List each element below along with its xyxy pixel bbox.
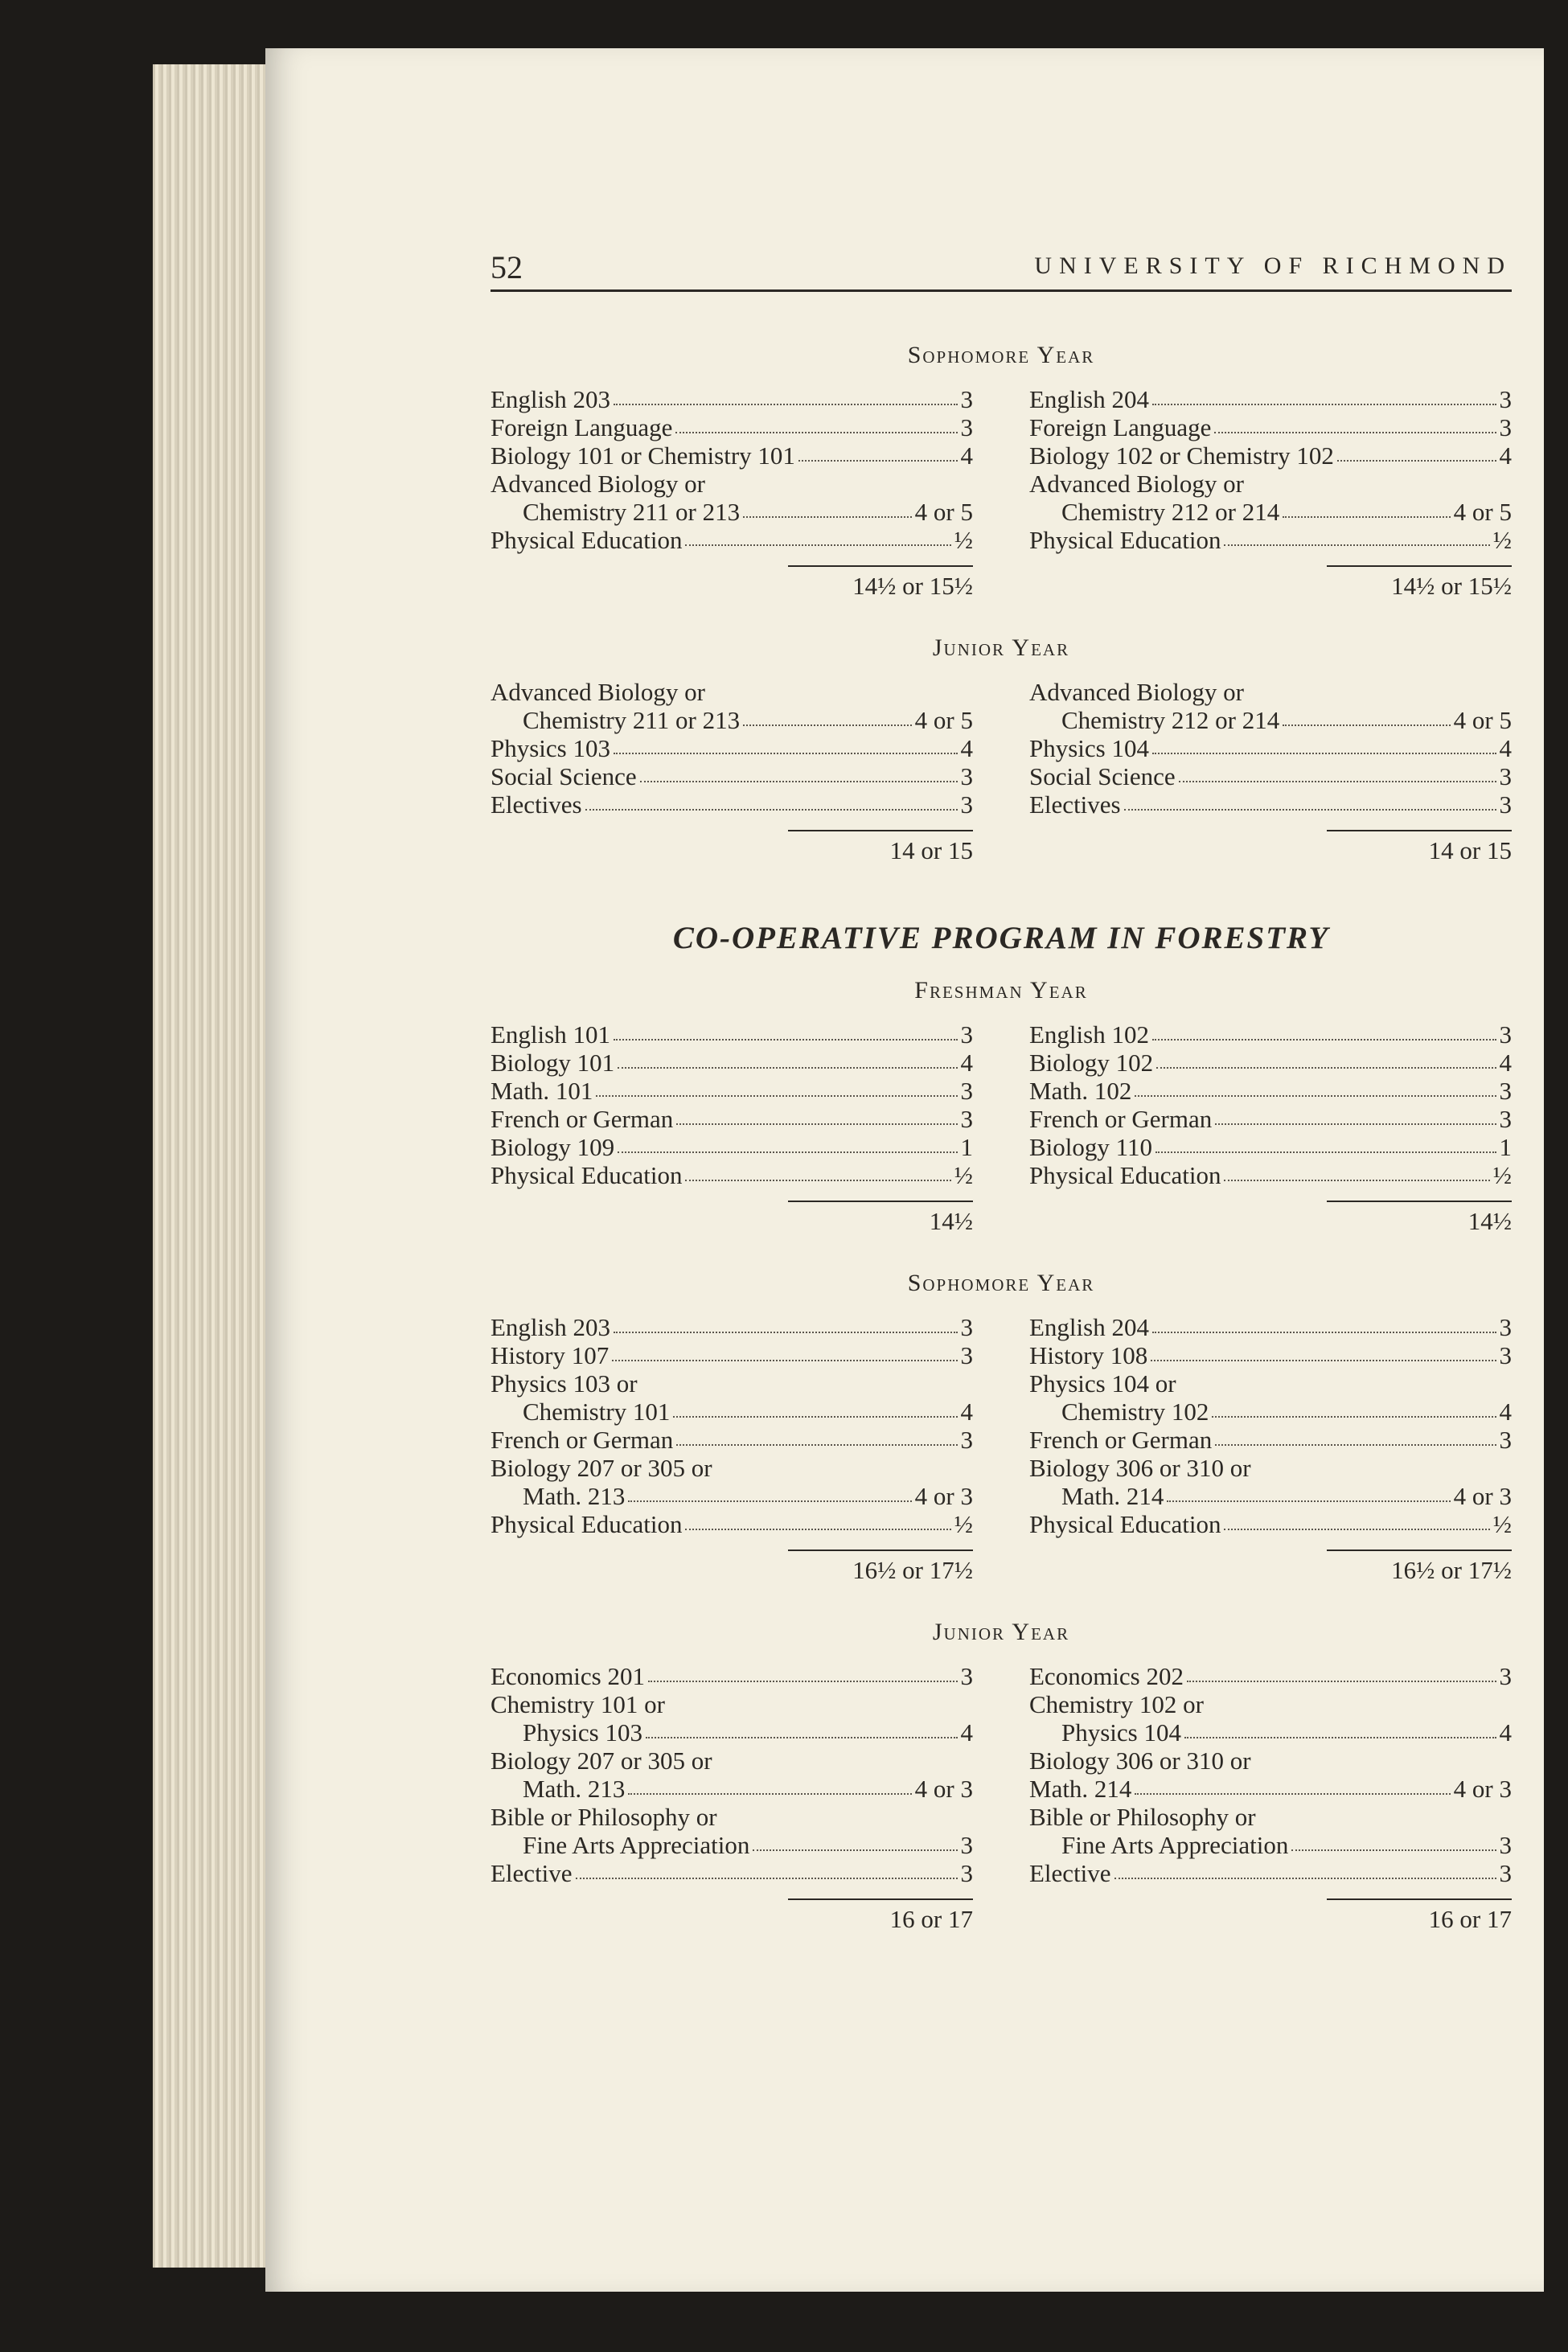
course-row [1029, 1341, 1512, 1369]
course-name: Biology 102 [1029, 1049, 1154, 1077]
course-row [1029, 385, 1512, 413]
course-row [491, 1133, 973, 1161]
course-name: French or German [1029, 1105, 1213, 1133]
dot-leader [1114, 1876, 1496, 1879]
course-row [1029, 1718, 1512, 1747]
dot-leader [675, 430, 957, 433]
course-row [491, 1454, 973, 1482]
dot-leader [618, 1065, 957, 1069]
course-row [1029, 706, 1512, 734]
course-name: Math. 102 [1029, 1077, 1132, 1105]
course-name: Electives [491, 790, 582, 819]
credit-hours: 3 [1499, 762, 1512, 790]
credit-hours: 3 [1499, 1105, 1512, 1133]
semester-columns [491, 1662, 1512, 1934]
dot-leader [1291, 1848, 1496, 1851]
dot-leader [1283, 723, 1450, 726]
year-title: Junior Year [932, 1619, 1070, 1645]
semester-columns [491, 1313, 1512, 1585]
course-row [1029, 762, 1512, 790]
course-name: Physics 104 or [1029, 1369, 1176, 1398]
dot-leader [1224, 543, 1489, 546]
credit-hours: ½ [1492, 1161, 1512, 1189]
course-name: Elective [1029, 1859, 1111, 1887]
dot-leader [1135, 1094, 1496, 1097]
course-row [1029, 1020, 1512, 1049]
credit-hours: 1 [1499, 1133, 1512, 1161]
course-name: Electives [1029, 790, 1121, 819]
credit-hours: 3 [960, 1105, 973, 1133]
credit-hours: 3 [960, 1662, 973, 1690]
credit-hours: 3 [960, 762, 973, 790]
course-row [491, 1398, 973, 1426]
semester-columns [491, 1020, 1512, 1236]
dot-leader [1337, 458, 1496, 462]
dot-leader [743, 515, 912, 518]
course-name: Physical Education [491, 526, 683, 554]
course-row [1029, 1313, 1512, 1341]
course-row [491, 762, 973, 790]
credit-hours: ½ [1492, 1510, 1512, 1538]
dot-leader [596, 1094, 957, 1097]
dot-leader [646, 1735, 958, 1738]
course-name: French or German [491, 1105, 674, 1133]
course-row [1029, 1831, 1512, 1859]
course-name: Foreign Language [491, 413, 673, 441]
credit-hours: 4 or 3 [914, 1482, 973, 1510]
dot-leader [1135, 1792, 1450, 1795]
course-row [1029, 1775, 1512, 1803]
course-row [1029, 441, 1512, 470]
course-row [1029, 1426, 1512, 1454]
course-name: Biology 101 or Chemistry 101 [491, 441, 795, 470]
semester-columns [491, 385, 1512, 601]
course-name: Physics 104 [1061, 1718, 1181, 1747]
semester-total: 16½ or 17½ [788, 1550, 973, 1585]
course-name: Biology 207 or 305 or [491, 1454, 712, 1482]
course-name: Physics 103 or [491, 1369, 638, 1398]
course-row [491, 1161, 973, 1189]
credit-hours: 4 [1499, 1718, 1512, 1747]
course-name: English 204 [1029, 1313, 1149, 1341]
dot-leader [1152, 751, 1496, 754]
course-name: Chemistry 211 or 213 [523, 706, 741, 734]
page-content [491, 241, 1512, 1934]
course-row [491, 441, 973, 470]
credit-hours: 3 [960, 1341, 973, 1369]
credit-hours: 3 [960, 1859, 973, 1887]
credit-hours: 3 [1499, 413, 1512, 441]
year-block [491, 1619, 1512, 1934]
course-name: Chemistry 212 or 214 [1061, 706, 1280, 734]
course-name: Advanced Biology or [1029, 470, 1244, 498]
course-row [491, 1313, 973, 1341]
dot-leader [798, 458, 958, 462]
course-row [1029, 1077, 1512, 1105]
course-row [491, 1803, 973, 1831]
credit-hours: 4 or 5 [1453, 706, 1512, 734]
dot-leader [585, 807, 958, 811]
course-row [1029, 1662, 1512, 1690]
page-number: 52 [491, 249, 523, 285]
dot-leader [618, 1150, 957, 1153]
course-row [1029, 678, 1512, 706]
course-name: English 203 [491, 385, 610, 413]
course-name: Physical Education [491, 1510, 683, 1538]
course-row [491, 1482, 973, 1510]
course-name: Social Science [1029, 762, 1176, 790]
dot-leader [1167, 1499, 1450, 1502]
dot-leader [1184, 1735, 1496, 1738]
course-name: Physics 104 [1029, 734, 1149, 762]
course-row [491, 413, 973, 441]
course-row [491, 1020, 973, 1049]
course-row [491, 1831, 973, 1859]
credit-hours: 3 [1499, 1859, 1512, 1887]
credit-hours: 4 [960, 1398, 973, 1426]
dot-leader [673, 1414, 957, 1418]
credit-hours: ½ [954, 1510, 973, 1538]
credit-hours: 3 [1499, 1341, 1512, 1369]
course-row [1029, 1510, 1512, 1538]
semester-total: 14 or 15 [788, 830, 973, 865]
course-name: Biology 207 or 305 or [491, 1747, 712, 1775]
year-title: Sophomore Year [907, 1270, 1095, 1296]
course-row [1029, 1133, 1512, 1161]
course-name: French or German [1029, 1426, 1213, 1454]
credit-hours: 3 [960, 1831, 973, 1859]
credit-hours: 4 [960, 1049, 973, 1077]
credit-hours: 3 [1499, 790, 1512, 819]
credit-hours: 3 [960, 1077, 973, 1105]
course-name: Fine Arts Appreciation [523, 1831, 750, 1859]
course-name: Social Science [491, 762, 637, 790]
course-name: Chemistry 102 [1061, 1398, 1209, 1426]
course-row [491, 1049, 973, 1077]
second-semester-column [1029, 1020, 1512, 1236]
dot-leader [648, 1679, 958, 1682]
second-semester-column [1029, 1662, 1512, 1934]
course-row [491, 678, 973, 706]
year-title: Junior Year [932, 634, 1070, 661]
credit-hours: 3 [1499, 1831, 1512, 1859]
course-name: History 107 [491, 1341, 610, 1369]
credit-hours: 4 [960, 734, 973, 762]
course-name: Chemistry 101 [523, 1398, 671, 1426]
course-name: English 203 [491, 1313, 610, 1341]
dot-leader [1283, 515, 1450, 518]
dot-leader [753, 1848, 957, 1851]
dot-leader [1155, 1150, 1496, 1153]
course-row [1029, 1482, 1512, 1510]
first-semester-column [491, 1313, 973, 1585]
credit-hours: 3 [1499, 1662, 1512, 1690]
dot-leader [1124, 807, 1496, 811]
credit-hours: 4 or 5 [914, 706, 973, 734]
course-name: English 204 [1029, 385, 1149, 413]
semester-total: 16 or 17 [1327, 1898, 1512, 1934]
course-row [1029, 790, 1512, 819]
course-name: Physics 103 [491, 734, 610, 762]
dot-leader [614, 1330, 958, 1333]
year-block [491, 977, 1512, 1236]
running-head: UNIVERSITY OF RICHMOND [1034, 252, 1512, 279]
dot-leader [685, 543, 950, 546]
course-name: Math. 214 [1061, 1482, 1164, 1510]
course-name: Chemistry 211 or 213 [523, 498, 741, 526]
credit-hours: 4 [1499, 441, 1512, 470]
course-row [1029, 1369, 1512, 1398]
dot-leader [685, 1178, 950, 1181]
book-page [265, 48, 1544, 2292]
course-name: Math. 101 [491, 1077, 593, 1105]
course-row [491, 1775, 973, 1803]
dot-leader [614, 1037, 958, 1041]
course-row [1029, 1690, 1512, 1718]
course-name: Physics 103 [523, 1718, 642, 1747]
course-row [491, 1690, 973, 1718]
dot-leader [1224, 1178, 1489, 1181]
credit-hours: 4 [1499, 1049, 1512, 1077]
course-row [491, 526, 973, 554]
course-row [491, 1426, 973, 1454]
second-semester-column [1029, 678, 1512, 865]
dot-leader [640, 779, 958, 782]
semester-total: 14 or 15 [1327, 830, 1512, 865]
dot-leader [1156, 1065, 1496, 1069]
course-name: Physical Education [1029, 526, 1221, 554]
course-name: Bible or Philosophy or [491, 1803, 717, 1831]
second-semester-column [1029, 385, 1512, 601]
dot-leader [614, 402, 958, 405]
course-name: Advanced Biology or [1029, 678, 1244, 706]
course-name: Foreign Language [1029, 413, 1212, 441]
course-name: Biology 306 or 310 or [1029, 1747, 1251, 1775]
dot-leader [676, 1443, 957, 1446]
course-row [491, 385, 973, 413]
credit-hours: 4 or 3 [914, 1775, 973, 1803]
course-row [1029, 1105, 1512, 1133]
course-name: English 102 [1029, 1020, 1149, 1049]
course-row [491, 1859, 973, 1887]
course-name: Chemistry 102 or [1029, 1690, 1204, 1718]
course-row [491, 1341, 973, 1369]
course-name: Math. 213 [523, 1775, 626, 1803]
first-semester-column [491, 678, 973, 865]
course-name: Biology 102 or Chemistry 102 [1029, 441, 1334, 470]
dot-leader [1215, 1443, 1496, 1446]
credit-hours: 3 [960, 413, 973, 441]
credit-hours: 4 [960, 441, 973, 470]
credit-hours: 3 [1499, 385, 1512, 413]
year-block [491, 634, 1512, 865]
dot-leader [685, 1527, 950, 1530]
course-row [491, 1718, 973, 1747]
course-row [491, 1077, 973, 1105]
course-row [491, 706, 973, 734]
course-name: Bible or Philosophy or [1029, 1803, 1256, 1831]
course-row [1029, 470, 1512, 498]
dot-leader [743, 723, 912, 726]
first-semester-column [491, 385, 973, 601]
page-header [491, 241, 1512, 292]
course-name: Biology 109 [491, 1133, 615, 1161]
course-row [1029, 413, 1512, 441]
dot-leader [1214, 430, 1496, 433]
course-name: Fine Arts Appreciation [1061, 1831, 1289, 1859]
course-name: Physical Education [1029, 1161, 1221, 1189]
credit-hours: 4 or 5 [914, 498, 973, 526]
course-name: Advanced Biology or [491, 678, 705, 706]
course-row [491, 1662, 973, 1690]
semester-columns [491, 678, 1512, 865]
credit-hours: 3 [960, 790, 973, 819]
course-name: Chemistry 212 or 214 [1061, 498, 1280, 526]
semester-total: 16½ or 17½ [1327, 1550, 1512, 1585]
course-name: Chemistry 101 or [491, 1690, 665, 1718]
second-semester-column [1029, 1313, 1512, 1585]
course-row [1029, 1747, 1512, 1775]
year-block [491, 1270, 1512, 1585]
course-name: Elective [491, 1859, 573, 1887]
dot-leader [614, 751, 958, 754]
year-title: Freshman Year [914, 977, 1088, 1004]
credit-hours: 3 [1499, 1020, 1512, 1049]
course-row [1029, 1161, 1512, 1189]
credit-hours: 3 [960, 1020, 973, 1049]
course-row [491, 1105, 973, 1133]
course-row [491, 1510, 973, 1538]
course-name: Biology 110 [1029, 1133, 1153, 1161]
credit-hours: 1 [960, 1133, 973, 1161]
course-name: French or German [491, 1426, 674, 1454]
dot-leader [1152, 1330, 1496, 1333]
dot-leader [1179, 779, 1496, 782]
course-name: History 108 [1029, 1341, 1148, 1369]
credit-hours: ½ [954, 526, 973, 554]
credit-hours: 4 [1499, 734, 1512, 762]
dot-leader [1187, 1679, 1496, 1682]
dot-leader [1151, 1358, 1496, 1361]
course-name: Biology 306 or 310 or [1029, 1454, 1251, 1482]
course-row [1029, 1398, 1512, 1426]
dot-leader [628, 1499, 911, 1502]
semester-total: 14½ [1327, 1201, 1512, 1236]
credit-hours: 4 or 5 [1453, 498, 1512, 526]
course-row [491, 498, 973, 526]
dot-leader [1152, 1037, 1496, 1041]
course-name: Math. 213 [523, 1482, 626, 1510]
course-name: Economics 202 [1029, 1662, 1184, 1690]
credit-hours: 3 [1499, 1313, 1512, 1341]
credit-hours: 3 [960, 385, 973, 413]
credit-hours: 3 [960, 1313, 973, 1341]
course-row [1029, 1049, 1512, 1077]
credit-hours: 3 [1499, 1426, 1512, 1454]
dot-leader [1152, 402, 1496, 405]
credit-hours: 4 [960, 1718, 973, 1747]
course-row [1029, 526, 1512, 554]
course-row [491, 734, 973, 762]
course-row [491, 470, 973, 498]
year-title: Sophomore Year [907, 342, 1095, 368]
credit-hours: 4 or 3 [1453, 1775, 1512, 1803]
first-semester-column [491, 1020, 973, 1236]
course-name: English 101 [491, 1020, 610, 1049]
dot-leader [1212, 1414, 1496, 1418]
course-name: Math. 214 [1029, 1775, 1132, 1803]
dot-leader [1224, 1527, 1489, 1530]
credit-hours: 4 or 3 [1453, 1482, 1512, 1510]
semester-total: 14½ [788, 1201, 973, 1236]
section-title: CO-OPERATIVE PROGRAM IN FORESTRY [672, 921, 1330, 955]
course-row [1029, 1454, 1512, 1482]
dot-leader [676, 1122, 957, 1125]
year-block [491, 342, 1512, 601]
course-name: Physical Education [1029, 1510, 1221, 1538]
course-row [491, 1369, 973, 1398]
credit-hours: 3 [1499, 1077, 1512, 1105]
course-name: Economics 201 [491, 1662, 645, 1690]
course-row [1029, 1859, 1512, 1887]
credit-hours: 3 [960, 1426, 973, 1454]
dot-leader [1215, 1122, 1496, 1125]
course-row [1029, 1803, 1512, 1831]
course-row [1029, 734, 1512, 762]
semester-total: 14½ or 15½ [1327, 565, 1512, 601]
course-name: Physical Education [491, 1161, 683, 1189]
first-semester-column [491, 1662, 973, 1934]
dot-leader [576, 1876, 958, 1879]
course-row [1029, 498, 1512, 526]
dot-leader [612, 1358, 957, 1361]
course-name: Biology 101 [491, 1049, 615, 1077]
dot-leader [628, 1792, 911, 1795]
credit-hours: ½ [954, 1161, 973, 1189]
semester-total: 14½ or 15½ [788, 565, 973, 601]
course-name: Advanced Biology or [491, 470, 705, 498]
credit-hours: ½ [1492, 526, 1512, 554]
credit-hours: 4 [1499, 1398, 1512, 1426]
course-row [491, 1747, 973, 1775]
semester-total: 16 or 17 [788, 1898, 973, 1934]
course-row [491, 790, 973, 819]
